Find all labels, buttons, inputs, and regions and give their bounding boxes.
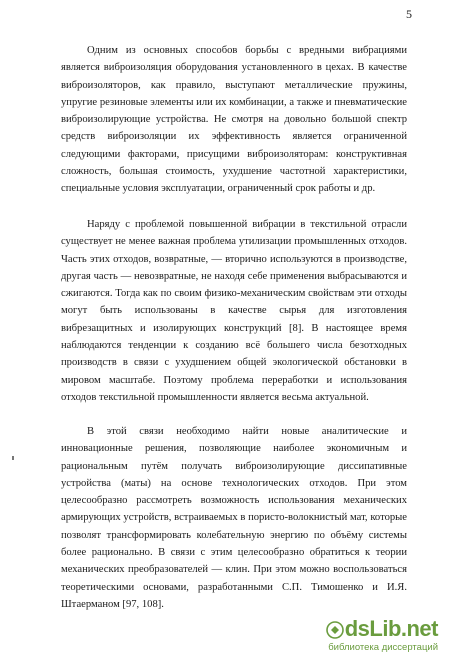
watermark [326, 617, 438, 655]
watermark-brand: dsLib.net [344, 616, 438, 641]
watermark-logo-icon [326, 621, 344, 639]
paragraph-text: В этой связи необходимо найти новые аналитические и инновационные решения, позволяющие наиболее экономичным и рациональным путём получать виброизолирующие диссипативные устройства (маты) на основе технологических отходов. При этом целесообразно рассмотреть возможность использования механических армирующих устройств, встраиваемых в пористо-волокнистый мат, которые позволят трансформировать колебательную энергию по объёму системы более рационально. В связи с этим целесообразно обратиться к теории механических преобразователей — клин. При этом можно воспользоваться теоретическими основами, разработанными С.П. Тимошенко и И.Я. Штаерманом [97, 108]. [61, 426, 407, 610]
body-paragraph-1 [61, 42, 407, 198]
watermark-subtitle: библиотека диссертаций [328, 642, 438, 653]
paragraph-text: Наряду с проблемой повышенной вибрации в текстильной отрасли существует не менее важная проблема утилизации промышленных отходов. Часть этих отходов, возвратные, — вторично используются в производстве, другая часть — невозвратные, не находя себе применения выбрасываются и сжигаются. Тогда как по своим физико-механическим свойствам эти отходы могут быть использованы в качестве сырья для изготовления вибрезащитных и изолирующих конструкций [8]. В настоящее время наблюдаются тенденции к созданию всё большего числа безотходных производств в связи с ухудшением общей экологической обстановки в мировом масштабе. Поэтому проблема переработки и использования отходов текстильной промышленности является весьма актуальной. [61, 219, 407, 403]
body-paragraph-2 [61, 216, 407, 406]
body-paragraph-3 [61, 423, 407, 613]
page-number: 5 [406, 7, 412, 21]
paragraph-text: Одним из основных способов борьбы с вредными вибрациями является виброизоляция оборудования установленного в цехах. В качестве виброизоляторов, как правило, выступают металлические пружины, упругие резиновые элементы или их комбинации, а также и пневматические виброизолирующие устройства. Не смотря на довольно большой спектр средств виброизоляции их эффективность является ограниченной следующими факторами, присущими виброизоляторам: конструктивная сложность, большая стоимость, ухудшение частотной характеристики, специальные условия эксплуатации, ограниченный срок работы и др. [61, 45, 407, 195]
scan-artifact [12, 456, 14, 460]
